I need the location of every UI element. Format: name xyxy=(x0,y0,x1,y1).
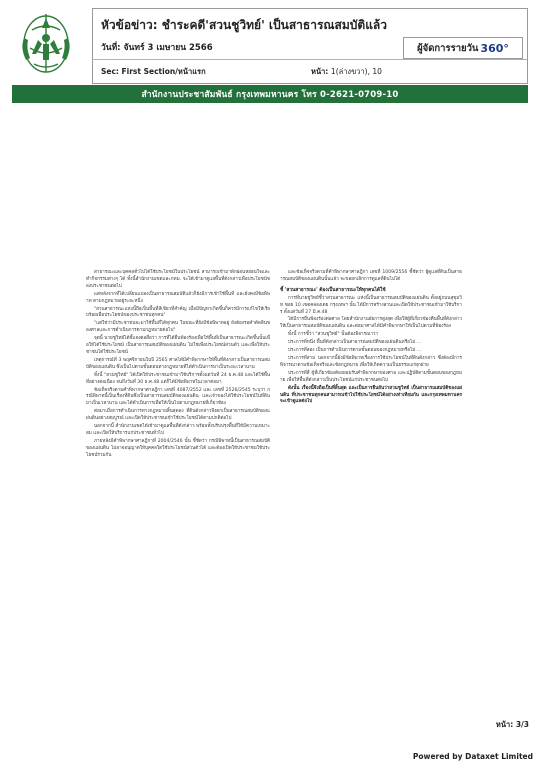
article-paragraph: ประการที่หนึ่ง พื้นที่ดังกล่าวเป็นสาธารณสมบัติของแผ่นดินหรือไม่ ... xyxy=(288,340,422,346)
article-paragraph: "สวนสาธารณะแห่งนี้ถือเป็นพื้นที่สีเขียวที่สำคัญ เมื่อมีปัญหาเกิดขึ้นก็ควรมีการแก้ไขให้เรียบร้อยเพื่อประโยชน์ของประชาชนทุกคน" xyxy=(86,306,270,319)
article-paragraph: ประการที่สอง เป็นการดำเนินการตามขั้นตอนของกฎหมายหรือไม่ ... xyxy=(288,348,422,354)
powered-by-footer: Powered by Dataxet Limited xyxy=(412,752,533,761)
article-paragraph: ทั้งนี้ "สวนชูวิทย์" ได้เปิดให้ประชาชนเข้ามาใช้บริการตั้งแต่วันที่ 24 ธ.ค.48 และได้ใช้พื้นที่อย่างต่อเนื่อง จนถึงวันที่ 30 ธ.ค.48 แต่ก็ได้มีข้อพิพาทในเวลาต่อมา xyxy=(86,372,270,385)
office-contact-banner: สำนักงานประชาสัมพันธ์ กรุงเทพมหานคร โทร 0-2621-0709-10 xyxy=(12,85,528,103)
bangkok-seal-logo xyxy=(12,8,80,78)
news-header-box xyxy=(92,8,528,84)
article-closing-paragraph: ดังนั้น เรื่องนี้จึงถือเป็นที่สิ้นสุด และเป็นการยืนยันว่าสวนชูวิทย์ เป็นสาธารณสมบัติของแผ่นดิน ที่ประชาชนทุกคนสามารถเข้าไปใช้ประโยชน์ได้อย่างเท่าเทียมกัน และกรุงเทพมหานครจะเข้าดูแลต่อไป xyxy=(280,385,462,405)
article-paragraph: และข้อเท็จจริงตามที่คำพิพากษาศาลฎีกา เลขที่ 1009/2556 ชี้ชัดว่า ผู้ดูแลที่ดินเป็นสาธารณสมบัติของแผ่นดินนั้นแล้ว จะขอยกเลิกการดูแลที่ดินไม่ได้ xyxy=(280,270,462,282)
article-paragraph: สาธารณะและบุคคลทั่วไปได้ใช้ประโยชน์ในประโยชน์ สามารถเข้ามาพักผ่อนหย่อนใจและทำกิจกรรมต่างๆ ได้ ทั้งนี้สำนักงานเขตและกทม. จะได้เข้ามาดูแลพื้นที่ดังกล่าวเพื่อประโยชน์ของประชาชนต่อไป xyxy=(86,270,270,289)
article-paragraph: ทั้งนี้ การชี้ว่า "สวนชูวิทย์" นั้นต้องพิจารณาว่า xyxy=(288,332,379,338)
news-date: วันที่: จันทร์ 3 เมษายน 2566 xyxy=(101,43,213,53)
article-subheading: ชี้ 'สวนสาธารณะ' ต้องเป็นสาธารณะให้ทุกคนได้ใช้ xyxy=(280,287,386,293)
article-paragraph: ประการที่สี่ ผู้ที่เกี่ยวข้องต้องยอมรับคำพิพากษาของศาล และปฏิบัติตามขั้นตอนของกฎหมาย เพื่อให้พื้นที่ดังกล่าวเป็นประโยชน์แก่ประชาชนต่อไป xyxy=(280,370,462,383)
article-paragraph: การที่นายชูวิทย์ชี้ว่าสวนสาธารณะ แห่งนี้เป็นสาธารณสมบัติของแผ่นดิน ตั้งอยู่ถนนสุขุมวิท ซอย 10 เขตคลองเตย กรุงเทพฯ นั้น ได้มีการสร้างสวนและเปิดให้ประชาชนเข้ามาใช้บริการ ตั้งแต่วันที่ 27 มี.ค.48 xyxy=(280,295,462,315)
publication-name: ผู้จัดการรายวัน xyxy=(417,42,479,54)
publication-brand xyxy=(403,37,523,59)
article-paragraph: ประการที่สาม นอกจากนี้ยังมีข้อพิพาทเรื่องการใช้ประโยชน์ในที่ดินดังกล่าว ซึ่งต้องมีการพิจารณาตามข้อเท็จจริงและข้อกฎหมาย เพื่อให้เกิดความเป็นธรรมแก่ทุกฝ่าย xyxy=(280,355,462,368)
article-left-column xyxy=(86,270,270,461)
article-paragraph: ได้มีการยื่นฟ้องร้องต่อศาล โดยสำนักงานอัยการสูงสุด เพื่อให้ผู้ที่เกี่ยวข้องคืนพื้นที่ดังกล่าวให้เป็นสาธารณสมบัติของแผ่นดิน และต่อมาศาลได้มีคำพิพากษาให้เป็นไปตามที่ฟ้องร้อง xyxy=(280,317,462,330)
article-paragraph: เหตุการณ์ที่ 3 พฤศจิกายนในปี 2565 ศาลได้มีคำพิพากษาให้พื้นที่ดังกล่าวเป็นสาธารณสมบัติของแผ่นดิน ซึ่งเป็นไปตามขั้นตอนทางกฎหมายที่ได้ดำเนินการมาเป็นระยะเวลานาน xyxy=(86,357,270,370)
news-section: Sec: First Section/หน้าแรก xyxy=(101,67,206,76)
page-number: หน้า: 3/3 xyxy=(495,720,529,729)
publication-brand-number: 360° xyxy=(480,41,509,55)
article-paragraph: ต่อมาเมื่อการดำเนินการทางกฎหมายสิ้นสุดลง ที่ดินดังกล่าวจึงตกเป็นสาธารณสมบัติของแผ่นดินอย่างสมบูรณ์ และเปิดให้ประชาชนเข้าใช้ประโยชน์ได้ตามปกติต่อไป xyxy=(86,409,270,422)
article-paragraph: ภายหลังมีคำพิพากษาศาลฎีกาที่ 2004/2546 นั้น ชี้ชัดว่า กรณีพิพาทนี้เป็นสาธารณสมบัติของแผ่นดิน ไม่อาจอนุญาตให้บุคคลใดใช้ประโยชน์ส่วนตัวได้ และต้องเปิดให้ประชาชนใช้ประโยชน์ร่วมกัน xyxy=(86,438,270,458)
news-headline: หัวข้อข่าว: ชำระคดี'สวนชูวิทย์' เป็นสาธารณสมบัติแล้ว xyxy=(101,18,388,32)
article-paragraph: นอกจากนี้ สำนักงานเขตได้เข้ามาดูแลพื้นที่ดังกล่าว พร้อมทั้งปรับปรุงพื้นที่ให้มีความเหมาะสม และเปิดให้บริการแก่ประชาชนทั่วไป xyxy=(86,424,270,436)
page-ref-value: 1(ล่างขวา), 10 xyxy=(330,67,382,76)
header-divider xyxy=(93,59,527,60)
article-paragraph: "แต่ใช่ว่ามีประชาชนจะมาใช้พื้นที่ได้ทุกคน ในขณะที่ยังมีข้อพิพาทอยู่ ยังต้องรอคำตัดสินของศาลและการดำเนินการตามกฎหมายต่อไป" xyxy=(86,321,270,334)
article-paragraph: จุดนี้ นายชูวิทย์ได้ชี้แจงต่อสื่อว่า การที่ได้ยื่นฟ้องร้องเพื่อให้พื้นที่เป็นสาธารณะเกิดขึ้นนั้นเพื่อให้ได้ใช้ประโยชน์ เป็นสาธารณสมบัติของแผ่นดิน ไม่ใช่เพื่อประโยชน์ส่วนตัว และเพื่อให้ประชาชนได้ใช้ประโยชน์ xyxy=(86,336,270,355)
article-paragraph: ข้อเท็จจริงตามคำพิพากษาศาลฎีกา เลขที่ 4087/2552 และ เลขที่ 2526/2545 ระบุว่า กรณีพิพาทนี้เป็นเรื่องที่ดินซึ่งเป็นสาธารณสมบัติของแผ่นดิน และเจ้าของได้ใช้ประโยชน์ในที่ดินมาเป็นเวลานาน และได้ดำเนินการเพื่อให้เป็นไปตามกฎหมายที่เกี่ยวข้อง xyxy=(86,387,270,407)
article-paragraph: แต่หลังจากที่ได้เปลี่ยนแปลงเป็นสาธารณสมบัติแล้วก็ยังมีการเข้าใช้พื้นที่ และยังคงมีข้อพิพาท ตามกฎหมายอยู่ระยะหนึ่ง xyxy=(86,291,270,304)
article-right-column xyxy=(280,270,462,407)
page-ref-label: หน้า: xyxy=(311,67,329,76)
news-page-ref xyxy=(311,66,382,78)
